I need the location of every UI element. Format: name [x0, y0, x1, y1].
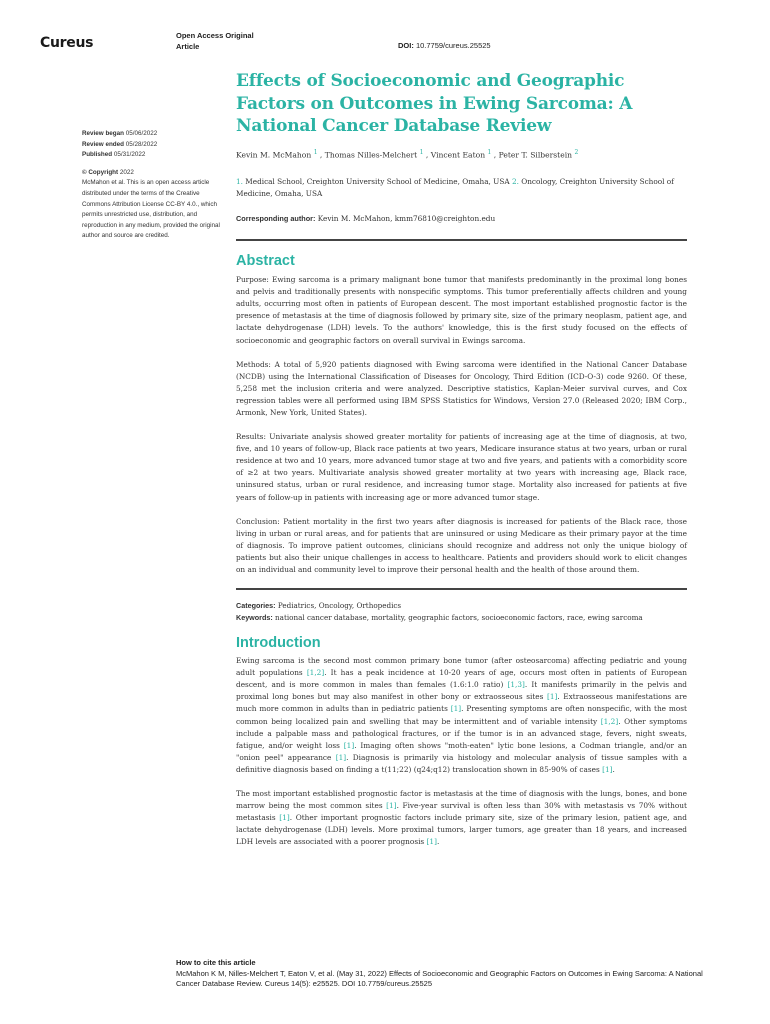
paragraph-text: . Extraosseous manifestations are much more common in adults than in pediatric patients: [236, 692, 687, 714]
citation-link[interactable]: [1,3]: [507, 680, 525, 690]
paragraph-text: Ewing sarcoma is the second most common primary bone tumor (after osteosarcoma) affecting pediatric and young adult populations: [236, 656, 687, 678]
copyright-text: McMahon et al. This is an open access article distributed under the terms of the Creative Commons Attribution License CC-BY 4.0., which permits unrestricted use, distribution, and reproduction in any medium, provided the original author and source are credited.: [82, 179, 220, 240]
affiliation-number: 2.: [511, 177, 519, 187]
author-affiliation-marker: 1: [313, 148, 318, 156]
paragraph-text: . It has a peak incidence at 10-20 years of age, occurs most often in patients of European descent, and is more common in males than females (1.6:1.0 ratio): [236, 668, 688, 690]
article-sidebar: [82, 129, 222, 242]
citation-link[interactable]: [1,2]: [600, 716, 619, 726]
author-name[interactable]: Vincent Eaton: [430, 150, 488, 160]
article-type: [176, 30, 254, 52]
abstract-conclusion: Conclusion: Patient mortality in the first two years after diagnosis is increased for patients of the Black race, those living in urban or rural areas, and for patients that are uninsured or using Medicare as their primary payor at the time of diagnosis. To improve patient outcomes, clinicians should recognize and address not only the unique biology of patients but also their unique challenges in access to healthcare. Patients and providers should work to elicit changes on an individual and community level to improve their personal health and the health of those around them.: [236, 516, 687, 574]
introduction-paragraph-2: [236, 788, 687, 848]
introduction-paragraph-1: [236, 655, 687, 776]
paragraph-text: . Other important prognostic factors include primary site, size of the primary lesion, patient age, and lactate dehydrogenase (LDH) levels. More proximal tumors, larger tumors, age greater than 18 years, and increased LDH levels are associated with a poorer prognosis: [236, 813, 687, 847]
citation-link[interactable]: [1]: [602, 764, 613, 774]
citation-footer: [176, 958, 716, 990]
author-separator: ,: [317, 150, 325, 160]
review-began-date: 05/06/2022: [125, 130, 158, 137]
corresponding-author: [236, 214, 687, 223]
citation-link[interactable]: [1]: [426, 837, 437, 847]
abstract-heading: Abstract: [236, 253, 295, 270]
cureus-logo[interactable]: Cureus: [40, 35, 94, 51]
review-ended-date: 05/28/2022: [125, 140, 158, 148]
citation-link[interactable]: [1]: [343, 740, 355, 750]
review-began-label: Review began: [82, 130, 124, 137]
paragraph-text: . Presenting symptoms are often nonspecific, with the most common being localized pain and swelling that may be intermittent and of variable intensity: [236, 704, 688, 726]
abstract-methods: Methods: A total of 5,920 patients diagnosed with Ewing sarcoma were identified in the National Cancer Database (NCDB) using the International Classification of Diseases for Oncology, Third Edition (ICD-O-3) code 9260. Of these, 5,258 met the inclusion criteria and were analyzed. Descriptive statistics, Kaplan-Meier survival curves, and Cox regression tables were all performed using IBM SPSS Statistics for Windows, Version 27.0 (Released 2020; IBM Corp., Armonk, New York, United States).: [236, 359, 687, 417]
affiliation-number: 1.: [236, 177, 243, 187]
citation-link[interactable]: [1,2]: [306, 668, 325, 678]
citation-link[interactable]: [1]: [386, 801, 397, 811]
doi: [398, 41, 491, 50]
affiliation-text: Oncology, Creighton University School of Medicine, Omaha, USA: [236, 177, 674, 199]
citation-link[interactable]: [1]: [335, 752, 347, 762]
categories-label: Categories:: [236, 601, 276, 611]
categories-value[interactable]: Pediatrics, Oncology, Orthopedics: [277, 601, 402, 611]
review-dates: [82, 129, 222, 161]
corresponding-author-label: Corresponding author:: [236, 214, 316, 224]
citation-link[interactable]: [1]: [450, 704, 462, 714]
published-label: Published: [82, 151, 113, 159]
abstract-purpose: Purpose: Ewing sarcoma is a primary malignant bone tumor that manifests predominantly in the proximal long bones and pelvis and traditionally presents with nonspecific symptoms. This tumor preferentially affects children and young adults, occurring most often in patients of European descent. The most important established prognostic factor is the presence of metastasis at the time of diagnosis followed by primary site, size of the primary neoplasm, patient age, and lactate dehydrogenase (LDH) levels. To the authors' knowledge, this is the first study focused on the effects of socioeconomic and geographic factors on overall survival in Ewings sarcoma.: [236, 275, 687, 345]
doi-value[interactable]: 10.7759/cureus.25525: [415, 41, 491, 50]
paragraph-text: . Diagnosis is primarily via histology and molecular analysis of tissue samples with a definitive diagnosis based on finding a t(11;22) (q24;q12) translocation shown in 85-90% of cases: [236, 752, 687, 774]
paragraph-text: . Other symptoms include a palpable mass and pathological fractures, or if the tumor is in an advanced stage, fevers, night sweats, fatigue, and/or weight loss: [236, 716, 687, 750]
author-separator: ,: [423, 150, 431, 160]
paragraph-text: . Imaging often shows "moth-eaten" lytic bone lesions, a Codman triangle, and/or an "onion peel" appearance: [236, 740, 687, 762]
keywords-value: national cancer database, mortality, geographic factors, socioeconomic factors, race, ewing sarcoma: [275, 613, 643, 623]
paragraph-text: . Five-year survival is often less than 30% with metastasis vs 70% without metastasis: [236, 801, 687, 823]
copyright-heading: © Copyright 2022: [82, 168, 134, 176]
author-name[interactable]: Thomas Nilles-Melchert: [324, 150, 420, 160]
abstract-results: Results: Univariate analysis showed greater mortality for patients of increasing age at the time of diagnosis, at two, five, and 10 years of follow-up, Black race patients at two years, Medicare insurance status at two years, urban or rural residence at two and 10 years, more advanced tumor stage at two and five years, and patients with a comorbidity score of ≥2 at two years. Multivariate analysis showed greater mortality at two years with increasing age, Black race, uninsured status, urban or rural residence, and increasing tumor stage. Mortality also increased for patients at five years of follow-up in patients with increasing age or more advanced tumor stage.: [236, 432, 687, 502]
paragraph-text: .: [436, 837, 440, 847]
article-type-line1: Open Access Original: [176, 31, 254, 40]
citation-link[interactable]: [1]: [279, 813, 290, 823]
article-title: Effects of Socioeconomic and Geographic Factors on Outcomes in Ewing Sarcoma: A National Cancer Database Review: [236, 71, 633, 136]
affiliation-text: Medical School, Creighton University School of Medicine, Omaha, USA: [245, 177, 510, 187]
author-affiliation-marker: 1: [487, 148, 492, 156]
section-divider: [236, 588, 687, 590]
doi-label: DOI:: [398, 41, 414, 50]
author-affiliation-marker: 1: [419, 148, 424, 156]
published-date: 05/31/2022: [113, 151, 146, 159]
article-type-line2: Article: [176, 42, 200, 51]
citation-text: McMahon K M, Nilles-Melchert T, Eaton V, et al. (May 31, 2022) Effects of Socioeconomic and Geographic Factors on Outcomes in Ewing Sarcoma: A National Cancer Database Review. Cureus 14(5): e25525. DOI 10.7759/cureus.25525: [176, 968, 703, 988]
review-ended-label: Review ended: [82, 140, 124, 148]
author-separator: ,: [491, 150, 499, 160]
keywords-block: [236, 600, 687, 624]
section-divider: [236, 239, 687, 241]
keywords-label: Keywords:: [236, 613, 273, 623]
paragraph-text: .: [612, 764, 615, 774]
corresponding-author-value[interactable]: Kevin M. McMahon, kmm76810@creighton.edu: [317, 214, 496, 224]
paragraph-text: . It manifests primarily in the pelvis and proximal long bones but may also manifest in other bony or extraosseous sites: [236, 680, 687, 702]
copyright-year: 2022: [119, 168, 134, 176]
paragraph-text: The most important established prognostic factor is metastasis at the time of diagnosis with the lungs, bones, and bone marrow being the most common sites: [236, 789, 687, 811]
author-list: [236, 149, 687, 160]
introduction-heading: Introduction: [236, 635, 321, 652]
author-affiliation-marker: 2: [574, 148, 579, 156]
citation-link[interactable]: [1]: [546, 692, 558, 702]
citation-heading: How to cite this article: [176, 958, 256, 967]
article-main: [236, 70, 687, 849]
author-name[interactable]: Peter T. Silberstein: [498, 150, 575, 160]
author-name[interactable]: Kevin M. McMahon: [236, 150, 314, 160]
affiliations: [236, 176, 687, 200]
